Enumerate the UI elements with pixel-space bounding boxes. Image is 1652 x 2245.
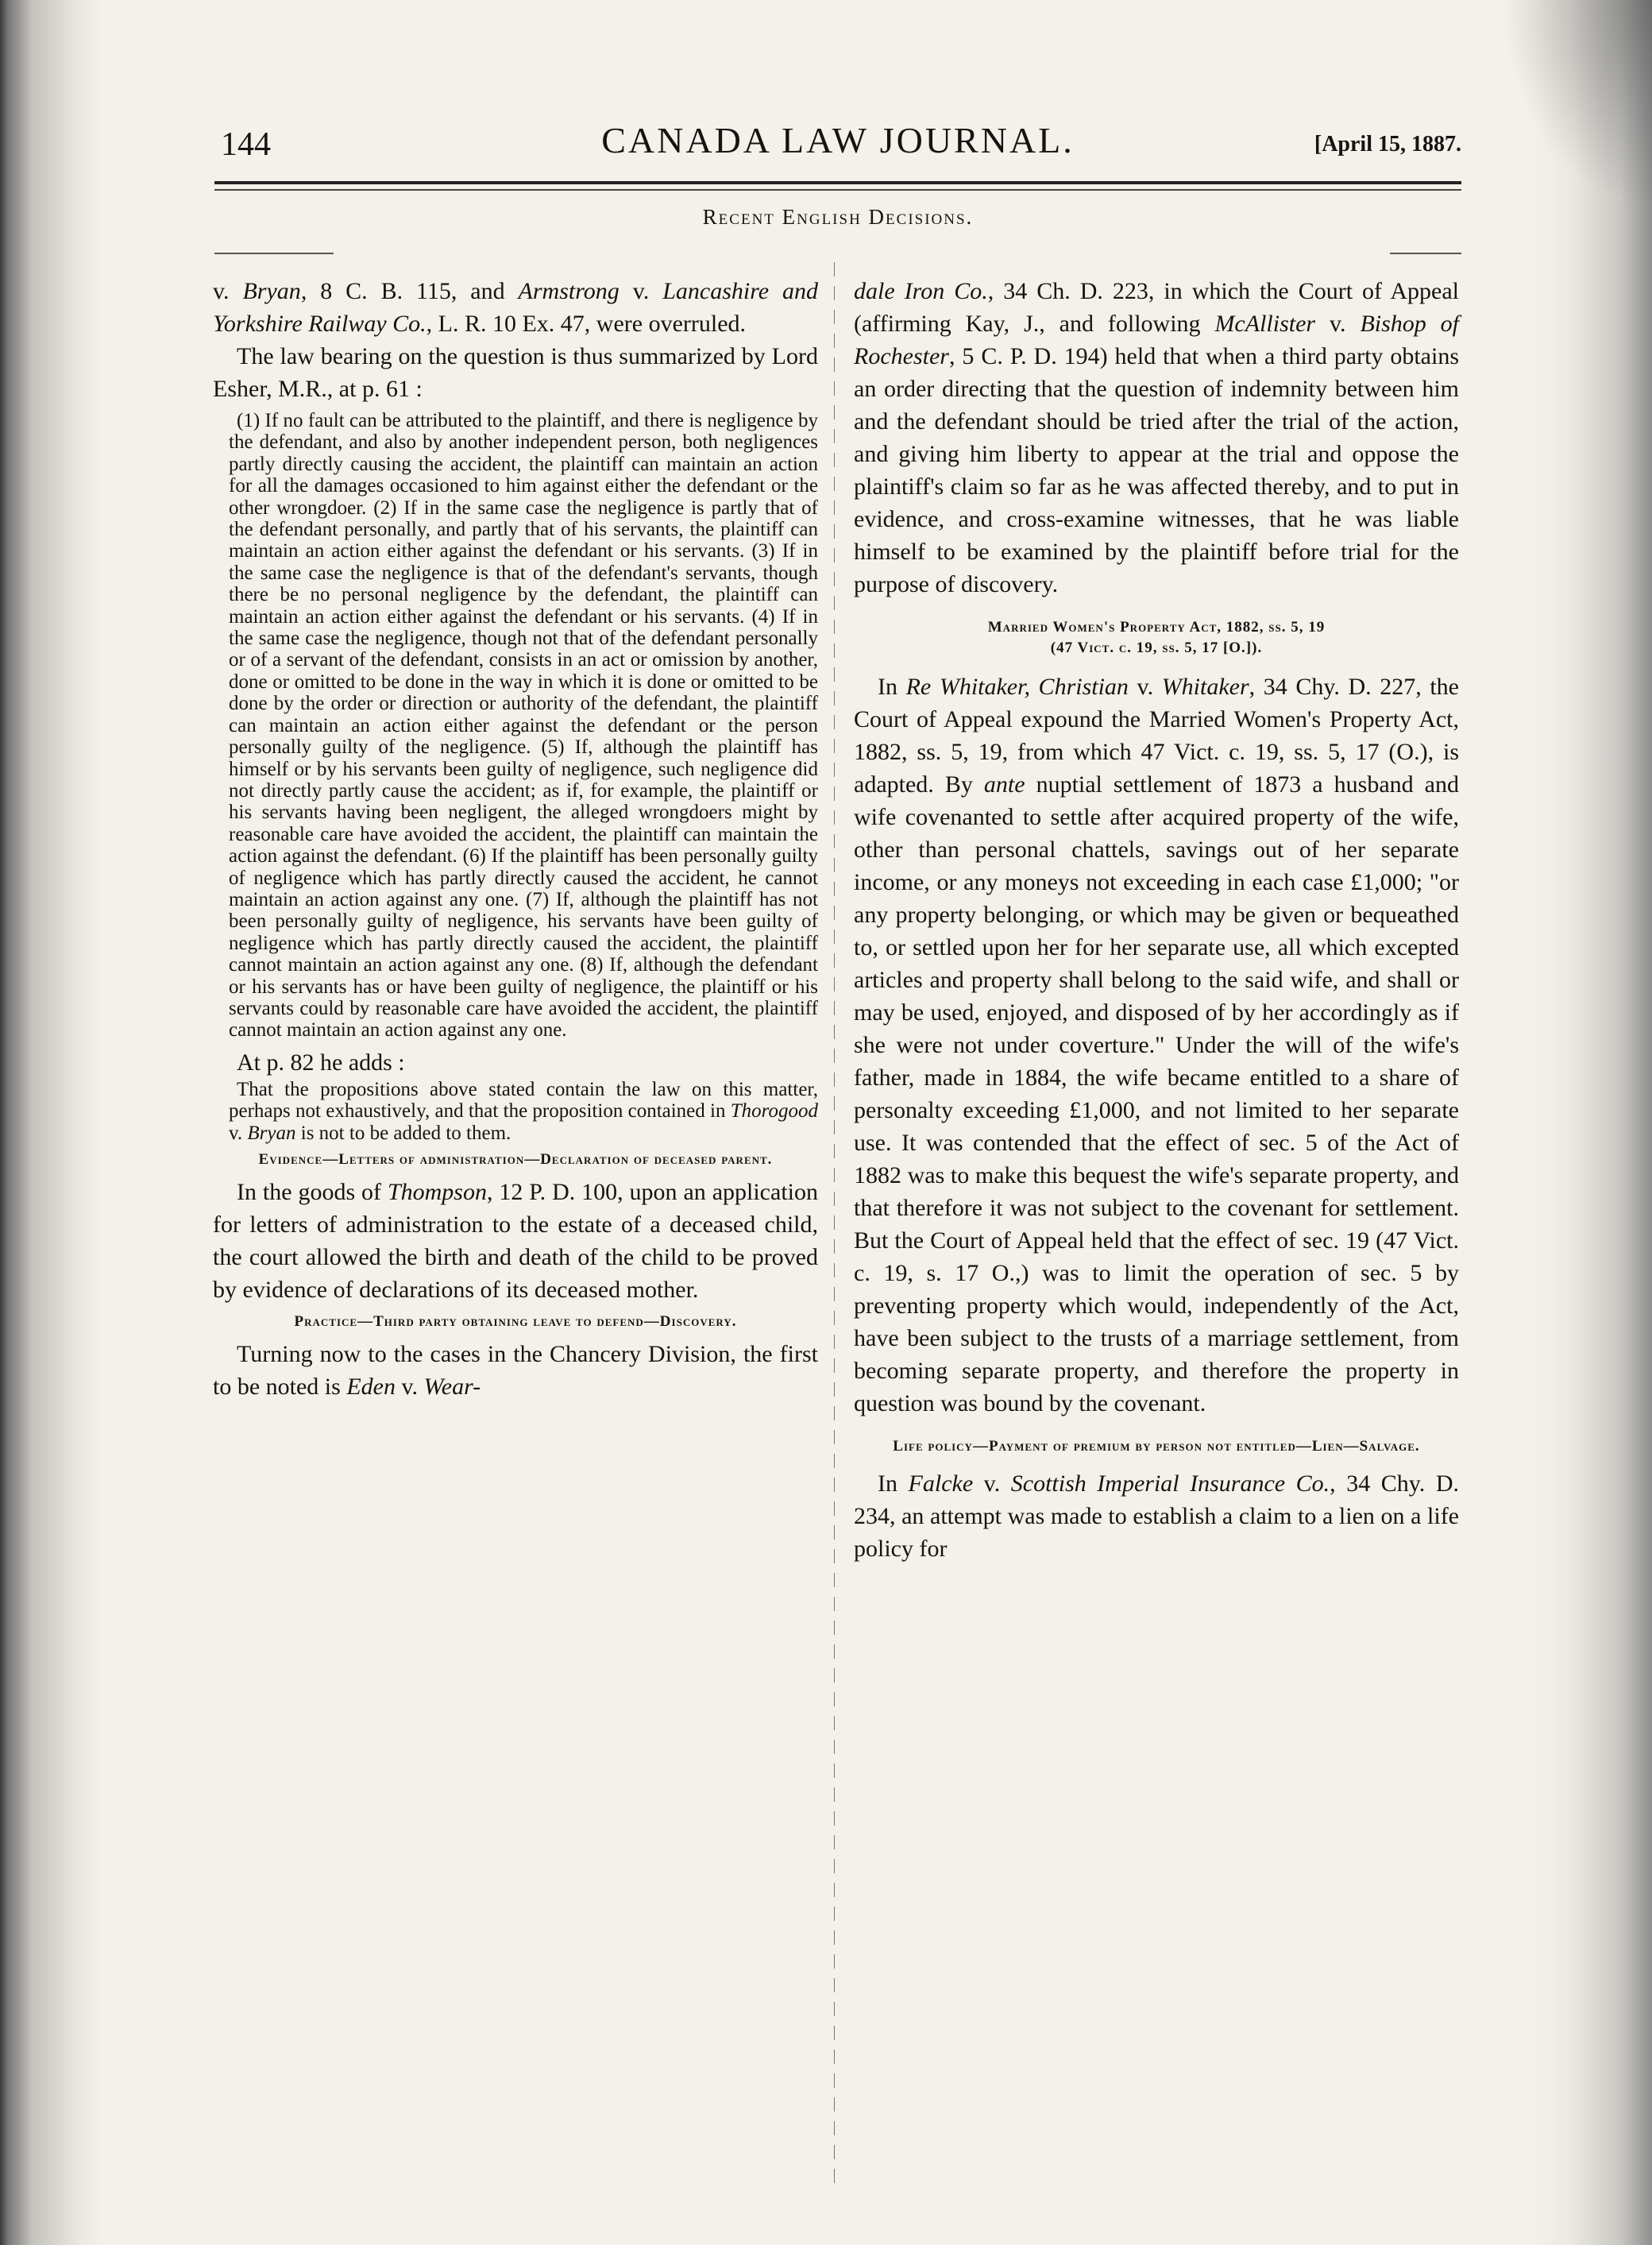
esher-quote: (1) If no fault can be attributed to the plaintiff, and there is negligence by the defendant, and also by another independent person, both negligences partly directly causing the accident, the plaintiff can maintain an action for all the damages occasioned to him against either the defendant or the other wrongdoer. (2) If in the same case the negligence is partly that of the defendant personally, and partly that of his servants, the plaintiff can maintain an action either against the defendant or his servants. (3) If in the same case the negligence is that of the defendant's servants, though there be no personal negligence by the defendant, the plaintiff can maintain an action either against the defendant or his servants. (4) If in the same case the negligence, though not that of the defendant personally or of a servant of the defendant, consists in an act or omission by another, done or omitted to be done in the way in which it is done or omitted to be done by the order or direction or authority of the defendant, the plaintiff can maintain an action either against the defendant or the person personally guilty of the negligence. (5) If, although the plaintiff has himself or by his servants been guilty of negligence, such negligence did not directly partly cause the accident; as if, for example, the plaintiff or his servants having been negligent, the alleged wrongdoers might by reasonable care have avoided the accident, the plaintiff can maintain the action against the defendant. (6) If the plaintiff has been personally guilty of negligence which has partly directly caused the accident, he cannot maintain an action against any one. (7) If, although the plaintiff has not been personally guilty of negligence, his servants have been guilty of negligence which has partly directly caused the accident, the plaintiff cannot maintain an action against any one. (8) If, although the defendant or his servants has or have been guilty of negligence, the plaintiff or his servants could by reasonable care have avoided the accident, the plaintiff cannot maintain an action against any one. [229,410,818,1041]
esher-quote-2: That the propositions above stated contain the law on this matter, perhaps not exhaustively, and that the proposition contained in Thorogood v. Bryan is not to be added to them. [229,1078,818,1144]
left-paragraph-2: The law bearing on the question is thus summarized by Lord Esher, M.R., at p. 61 : [213,343,818,402]
section-rule-left [214,253,334,254]
case-name: Wear- [423,1374,481,1400]
case-name: Bryan [247,1122,296,1144]
scan-edge-shadow-right [1533,0,1652,2245]
right-column [854,275,1459,1565]
case-name: McAllister [1214,311,1316,337]
right-paragraph-2: In Re Whitaker, Christian v. Whitaker, 34 Chy. D. 227, the Court of Appeal expound the Married Women's Property Act, 1882, ss. 5, 19, from which 47 Vict. c. 19, ss. 5, 17 (O.), is adapted. By ante nuptial settlement of 1873 a husband and wife covenanted to settle after acquired property of the wife, other than personal chattels, savings out of her separate income, or any moneys not exceeding in each case £1,000; "or any property belonging, or which may be given or bequeathed to, or settled upon her for her separate use, all which excepted articles and property shall belong to the said wife, and shall or may be used, enjoyed, and disposed of by her accordingly as if she were not under coverture." Under the will of the wife's father, made in 1884, the wife became entitled to a share of personalty exceeding £1,000, and not limited to her separate use. It was contended that the effect of sec. 5 of the Act of 1882 was to make this bequest the wife's separate property, and that therefore it was not subject to the covenant for settlement. But the Court of Appeal held that the effect of sec. 19 (47 Vict. c. 19, s. 17 O.,) was to limit the operation of sec. 5 by preventing property which would, independently of the Act, have been subject to the trusts of a marriage settlement, from becoming separate property, and therefore the property in question was bound by the covenant. [854,674,1460,1416]
case-name: dale Iron Co. [854,278,988,304]
left-paragraph-1: v. Bryan, 8 C. B. 115, and Armstrong v. Lancashire and Yorkshire Railway Co., L. R. 10 Ex. 47, were overruled. [213,278,818,337]
left-paragraph-5: Turning now to the cases in the Chancery Division, the first to be noted is Eden v. Wear- [213,1341,818,1400]
right-paragraph-1: dale Iron Co., 34 Ch. D. 223, in which the Court of Appeal (affirming Kay, J., and following McAllister v. Bishop of Rochester, 5 C. P. D. 194) held that when a third party obtains an order directing that the question of indemnity between him and the defendant should be tried after the trial of the action, and giving him liberty to appear at the trial and oppose the plaintiff's claim so far as he was affected thereby, and to put in evidence, and cross-examine witnesses, that he was liable himself to be examined by the plaintiff before trial for the purpose of discovery. [854,278,1460,597]
journal-title: CANADA LAW JOURNAL. [601,120,1075,160]
case-name: Scottish Imperial Insurance Co. [1010,1470,1330,1497]
running-header [214,119,1461,175]
section-rule-right [1390,253,1461,254]
scan-edge-shadow-left [0,0,103,2245]
subheading-married-women-line1: Married Women's Property Act, 1882, ss. 5, 19 [987,619,1326,636]
case-name: Eden [346,1374,396,1400]
case-name: Falcke [908,1470,974,1497]
column-divider [834,262,835,2185]
left-paragraph-3: At p. 82 he adds : [237,1049,405,1076]
left-paragraph-4: In the goods of Thompson, 12 P. D. 100, upon an application for letters of administration to the estate of a deceased child, the court allowed the birth and death of the child to be proved by evidence of declarations of its deceased mother. [213,1179,818,1303]
case-name: Lancashire and Yorkshire Railway Co. [213,278,818,337]
subheading-practice: Practice—Third party obtaining leave to defend—Discovery. [294,1313,737,1330]
case-name: Thompson [387,1179,487,1205]
case-name: Armstrong [518,278,620,304]
right-paragraph-3: In Falcke v. Scottish Imperial Insurance Co., 34 Chy. D. 234, an attempt was made to establish a claim to a lien on a life policy for [854,1470,1459,1562]
subheading-married-women-line2: (47 Vict. c. 19, ss. 5, 17 [O.]). [1050,639,1263,656]
latin-term: ante [983,771,1025,798]
scan-corner-noise [1501,0,1652,207]
case-name: Bryan [242,278,301,304]
case-name: Whitaker [1161,674,1249,700]
case-name: Thorogood [730,1100,818,1122]
subheading-evidence: Evidence—Letters of administration—Declaration of deceased parent. [258,1151,773,1168]
header-rule-thick [214,181,1461,184]
section-title: Recent English Decisions. [702,205,974,229]
page-number: 144 [221,126,271,163]
case-name: Bishop of Rochester [854,311,1460,369]
left-column [213,275,818,1403]
case-name: Re Whitaker, Christian [905,674,1129,700]
issue-date: [April 15, 1887. [1314,132,1461,156]
header-rule-thin [214,189,1461,191]
subheading-life-policy: Life policy—Payment of premium by person not entitled—Lien—Salvage. [893,1438,1420,1455]
